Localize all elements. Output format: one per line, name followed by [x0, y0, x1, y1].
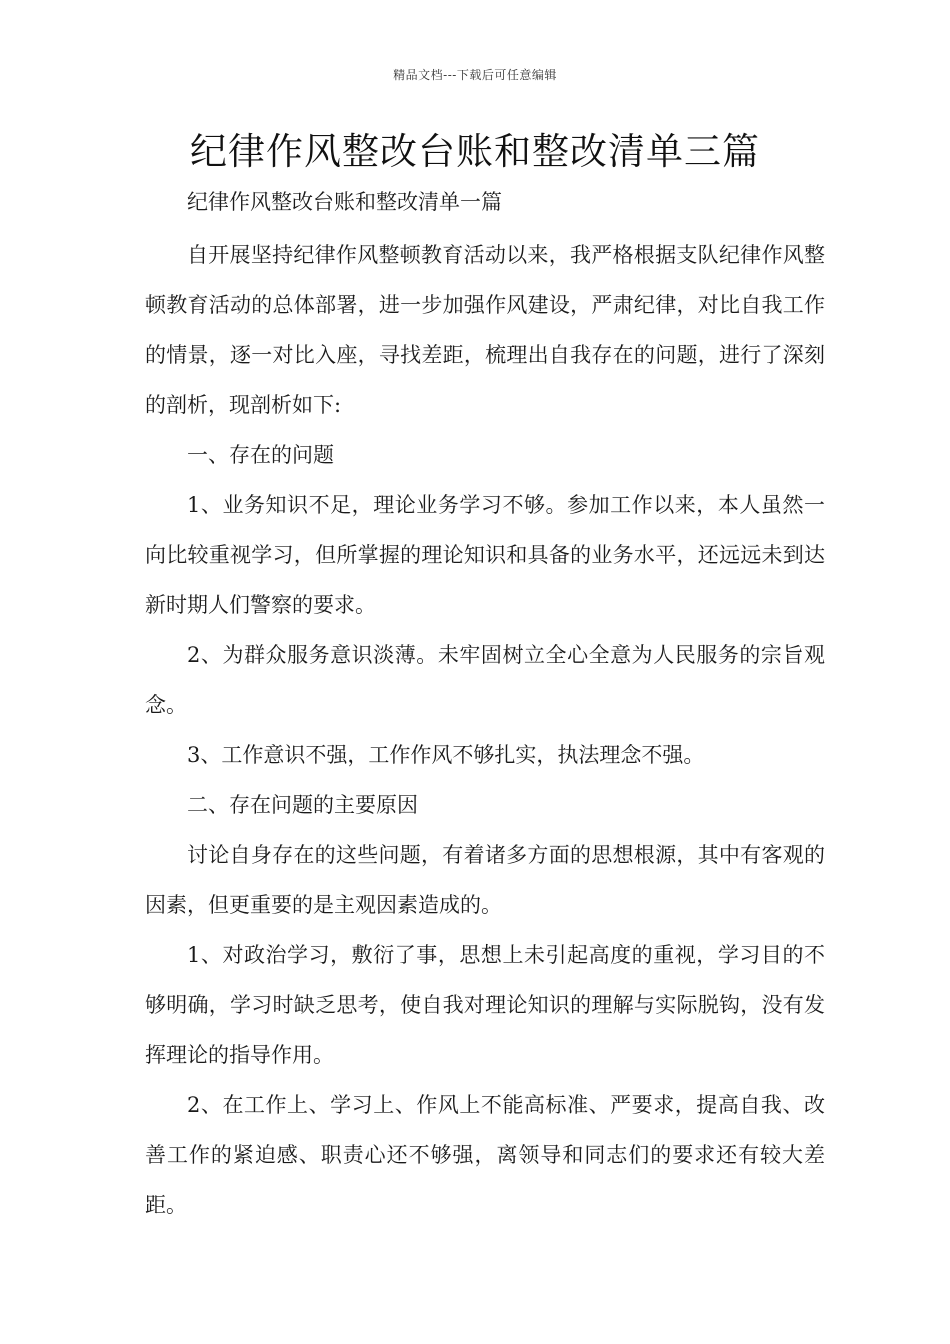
section-heading: 二、存在问题的主要原因 — [187, 793, 418, 817]
paragraph: 讨论自身存在的这些问题，有着诸多方面的思想根源，其中有客观的因素，但更重要的是主观因素造成的。 — [145, 843, 825, 917]
paragraph: 2、为群众服务意识淡薄。未牢固树立全心全意为人民服务的宗旨观念。 — [145, 643, 825, 717]
paragraph: 1、业务知识不足，理论业务学习不够。参加工作以来，本人虽然一向比较重视学习，但所掌握的理论知识和具备的业务水平，还远远未到达新时期人们警察的要求。 — [145, 493, 825, 617]
document-subtitle: 纪律作风整改台账和整改清单一篇 — [187, 190, 502, 214]
section-heading: 一、存在的问题 — [187, 443, 334, 467]
paragraph: 1、对政治学习，敷衍了事，思想上未引起高度的重视，学习目的不够明确，学习时缺乏思考，使自我对理论知识的理解与实际脱钩，没有发挥理论的指导作用。 — [145, 943, 825, 1067]
paragraph: 2、在工作上、学习上、作风上不能高标准、严要求，提高自我、改善工作的紧迫感、职责心还不够强，离领导和同志们的要求还有较大差距。 — [145, 1093, 825, 1217]
header-note: 精品文档---下载后可任意编辑 — [393, 68, 557, 82]
paragraph: 自开展坚持纪律作风整顿教育活动以来，我严格根据支队纪律作风整顿教育活动的总体部署，进一步加强作风建设，严肃纪律，对比自我工作的情景，逐一对比入座，寻找差距，梳理出自我存在的问题，进行了深刻的剖析，现剖析如下: — [145, 243, 825, 417]
paragraph: 3、工作意识不强，工作作风不够扎实，执法理念不强。 — [187, 743, 705, 767]
document-body — [145, 180, 825, 1230]
document-title: 纪律作风整改台账和整改清单三篇 — [190, 130, 760, 173]
